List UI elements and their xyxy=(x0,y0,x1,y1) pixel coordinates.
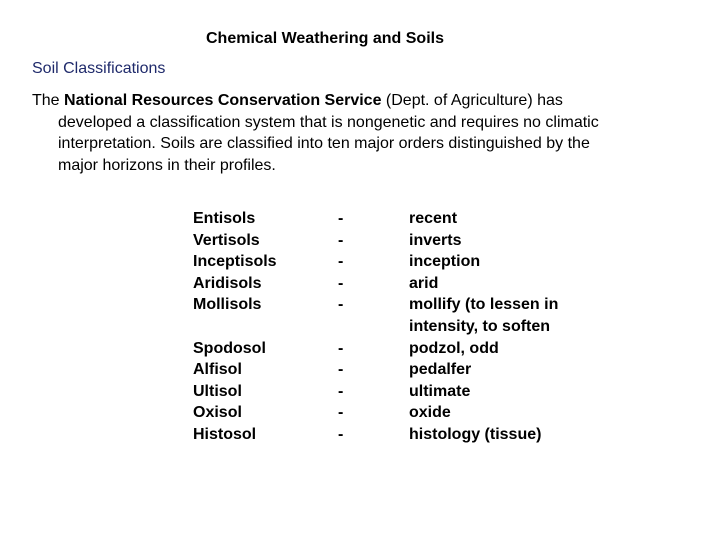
soil-order-name: Ultisol xyxy=(193,382,242,400)
soil-order-root: ultimate xyxy=(409,382,471,400)
dash-separator: - xyxy=(338,296,344,314)
intro-line-2: developed a classification system that is nongenetic and requires no climatic xyxy=(58,113,599,131)
soil-order-name: Vertisols xyxy=(193,231,260,249)
dash-separator: - xyxy=(338,274,344,292)
dash-separator: - xyxy=(338,425,344,443)
intro-line-3: interpretation. Soils are classified into ten major orders distinguished by the xyxy=(58,135,590,152)
dash-separator: - xyxy=(338,231,344,249)
soil-order-root: podzol, odd xyxy=(409,339,499,357)
soil-order-name: Entisols xyxy=(193,210,256,227)
dash-separator: - xyxy=(338,339,344,357)
section-heading: Soil Classifications xyxy=(32,60,166,77)
soil-order-name: Alfisol xyxy=(193,361,242,379)
soil-order-root: inception xyxy=(409,253,481,271)
soil-order-root: arid xyxy=(409,274,439,292)
page-title: Chemical Weathering and Soils xyxy=(206,30,444,47)
soil-order-name: Spodosol xyxy=(193,339,266,357)
soil-order-root: mollify (to lessen in xyxy=(409,296,559,314)
soil-order-root: oxide xyxy=(409,404,451,422)
soil-order-names xyxy=(193,208,277,446)
intro-line-1 xyxy=(32,90,682,112)
soil-order-name: Histosol xyxy=(193,425,257,443)
dash-separator: - xyxy=(338,361,344,379)
agency-name: National Resources Conservation Service xyxy=(64,92,382,109)
soil-order-name: Aridisols xyxy=(193,274,262,292)
soil-order-roots xyxy=(409,208,558,446)
soil-order-name: Mollisols xyxy=(193,296,262,314)
dash-separator: - xyxy=(338,253,344,271)
soil-order-root: intensity, to soften xyxy=(409,317,551,335)
soil-order-root: recent xyxy=(409,210,458,227)
intro-line-1-rest: (Dept. of Agriculture) has xyxy=(381,92,563,109)
intro-prefix: The xyxy=(32,92,65,109)
dash-separator: - xyxy=(338,404,344,422)
dash-separator xyxy=(338,316,343,338)
soil-order-root: inverts xyxy=(409,231,462,249)
intro-paragraph xyxy=(32,90,682,176)
soil-order-root: pedalfer xyxy=(409,361,472,379)
soil-order-name xyxy=(193,316,277,338)
soil-order-name: Oxisol xyxy=(193,404,242,422)
soil-order-root: histology (tissue) xyxy=(409,425,542,443)
dash-separator: - xyxy=(338,210,344,227)
soil-order-name: Inceptisols xyxy=(193,253,277,271)
intro-line-4: major horizons in their profiles. xyxy=(58,156,276,174)
dash-separator: - xyxy=(338,382,344,400)
soil-order-dashes xyxy=(338,208,343,446)
